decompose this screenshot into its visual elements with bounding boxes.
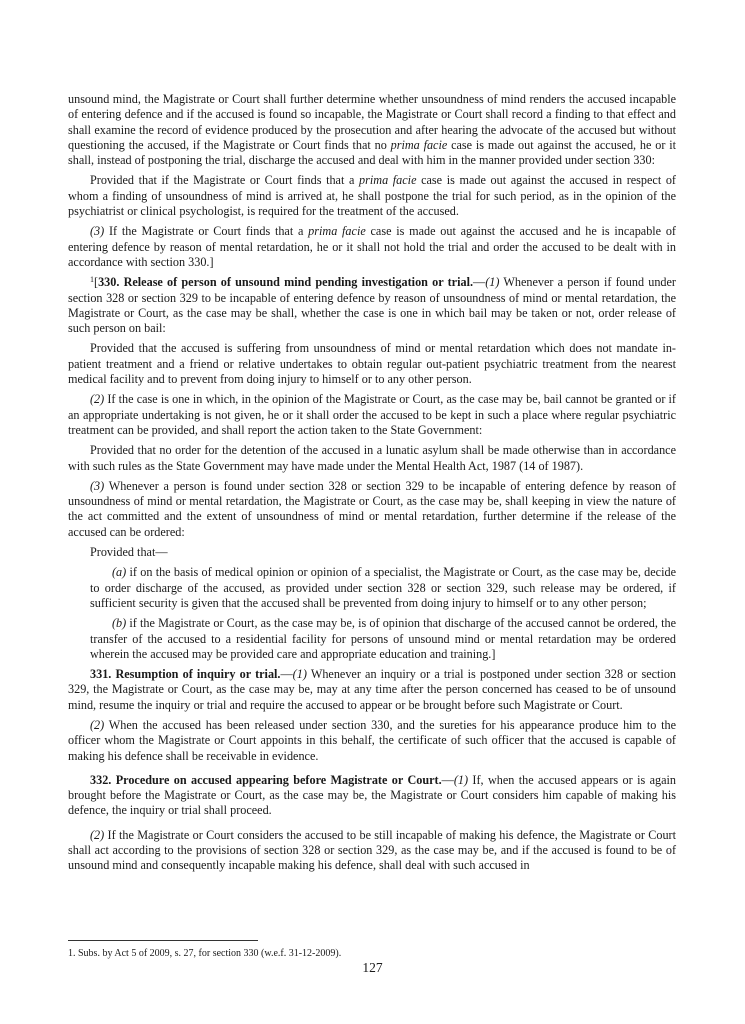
text-run: Whenever a person is found under section 328 or section 329 to be incapable of entering defence by reason of unsoundness of mind or mental retardation, the Magistrate or Court, as the case may be, shall keeping in view the nature of the act committed and the extent of unsoundness of mind or mental retardation, further determine if the release of the accused can be ordered: (68, 478, 676, 539)
paragraph (68, 828, 676, 874)
footnote: 1. Subs. by Act 5 of 2009, s. 27, for section 330 (w.e.f. 31-12-2009). (68, 948, 342, 959)
section-heading: 330. Release of person of unsound mind pending investigation or trial. (98, 275, 473, 290)
footnote-divider (68, 940, 258, 941)
text-run: When the accused has been released under section 330, and the sureties for his appearance produce him to the officer whom the Magistrate or Court appoints in this behalf, the certificate of such officer that the accused is capable of making his defence shall be receivable in evidence. (68, 717, 676, 763)
text-run: If the Magistrate or Court finds that a (104, 224, 309, 239)
text-run: Whenever a person if found under section 328 or section 329 to be incapable of entering defence by reason of unsoundness of mind or mental retardation, the Magistrate or Court, as the case may be shall, whether the case is one in which bail may be taken or not, order release of such person on bail: (68, 275, 676, 336)
italic-text: (b) (112, 616, 127, 631)
paragraph (68, 224, 676, 270)
paragraph (68, 479, 676, 540)
paragraph (68, 773, 676, 819)
text-run: unsound mind, the Magistrate or Court shall further determine whether unsoundness of mind renders the accused incapable of entering defence and if the accused is found so incapable, the Magistrate or Court shall record a finding to that effect and shall examine the record of evidence produced by the prosecution and after hearing the advocate of the accused but without questioning the accused, if the Magistrate or Court finds that no (68, 92, 676, 152)
italic-text: (1) (485, 275, 500, 290)
paragraph (68, 392, 676, 438)
paragraph (68, 341, 676, 387)
page-number: 127 (362, 960, 383, 975)
italic-text: (3) (90, 224, 105, 239)
italic-text: (a) (112, 565, 127, 580)
text-run: Provided that no order for the detention of the accused in a lunatic asylum shall be made otherwise than in accordance with such rules as the State Government may have made under the Mental Health Act, 1987 (14 of 1987). (68, 443, 676, 473)
text-run: — (441, 772, 454, 787)
text-run: Provided that the accused is suffering from unsoundness of mind or mental retardation which does not mandate in-patient treatment and a friend or relative undertakes to obtain regular out-patient psychiatric treatment from the nearest medical facility and to prevent from doing injury to himself or to any other person. (68, 341, 676, 387)
paragraph (68, 275, 676, 336)
text-run: [ (94, 275, 99, 290)
text-run: — (473, 275, 486, 290)
paragraph (68, 92, 676, 168)
section-heading: 331. Resumption of inquiry or trial. (90, 667, 281, 682)
italic-text: (2) (90, 827, 105, 842)
text-run: If the Magistrate or Court considers the accused to be still incapable of making his defence, the Magistrate or Court shall act according to the provisions of section 328 or section 329, as the case may be, and if the accused is found to be of unsound mind and consequently incapable making his defence, shall deal with such accused in (68, 827, 676, 873)
paragraph (68, 545, 676, 560)
text-run: case is made out against the accused and he is incapable of entering defence by reason of mental retardation, he or it shall not hold the trial and order the accused to be dealt with in accordance with section 330.] (68, 224, 676, 269)
italic-text: (3) (90, 478, 105, 493)
italic-text: prima facie (308, 224, 366, 239)
italic-text: (1) (292, 667, 307, 682)
paragraph (68, 565, 676, 611)
paragraph (68, 718, 676, 764)
section-heading: 332. Procedure on accused appearing before Magistrate or Court. (90, 772, 442, 787)
text-run: Provided that if the Magistrate or Court finds that a (90, 173, 360, 188)
italic-text: (2) (90, 392, 105, 407)
paragraph (68, 616, 676, 662)
paragraph (68, 173, 676, 219)
text-run: case is made out against the accused in respect of whom a finding of unsoundness of mind is arrived at, he shall postpone the trial for such period, as in the opinion of the psychiatrist or clinical psychologist, is required for the treatment of the accused. (68, 173, 676, 219)
text-run: Whenever an inquiry or a trial is postponed under section 328 or section 329, the Magistrate or Court, as the case may be, may at any time after the person concerned has ceased to be of unsound mind, resume the inquiry or trial and require the accused to appear or be brought before such Magistrate or Court. (68, 667, 677, 712)
text-run: Provided that— (90, 545, 168, 560)
text-run: if the Magistrate or Court, as the case may be, is of opinion that discharge of the accused cannot be ordered, the transfer of the accused to a residential facility for persons of unsound mind or mental retardation may be ordered wherein the accused may be provided care and appropriate education and training.] (90, 616, 676, 661)
italic-text: prima facie (390, 137, 448, 152)
paragraph (68, 667, 676, 713)
footnote-marker: 1 (90, 275, 94, 285)
text-run: if on the basis of medical opinion or opinion of a specialist, the Magistrate or Court, as the case may be, decide to order discharge of the accused, as provided under section 328 or section 329, such release may be ordered, if sufficient security is given that the accused shall be prevented from doing injury to himself or to any other person; (90, 565, 676, 610)
document-body (68, 92, 676, 879)
text-run: case is made out against the accused, he or it shall, instead of postponing the trial, discharge the accused and deal with him in the manner provided under section 330: (68, 137, 676, 168)
paragraph (68, 443, 676, 474)
italic-text: prima facie (359, 173, 417, 188)
text-run: If, when the accused appears or is again brought before the Magistrate or Court, as the case may be, the Magistrate or Court considers him capable of making his defence, the inquiry or trial shall proceed. (68, 772, 676, 818)
text-run: If the case is one in which, in the opinion of the Magistrate or Court, as the case may be, bail cannot be granted or if an appropriate undertaking is not given, he or it shall order the accused to be kept in such a place where regular psychiatric treatment can be provided, and shall report the action taken to the State Government: (68, 392, 676, 437)
text-run: — (280, 667, 293, 682)
italic-text: (2) (90, 717, 105, 732)
italic-text: (1) (453, 772, 469, 787)
